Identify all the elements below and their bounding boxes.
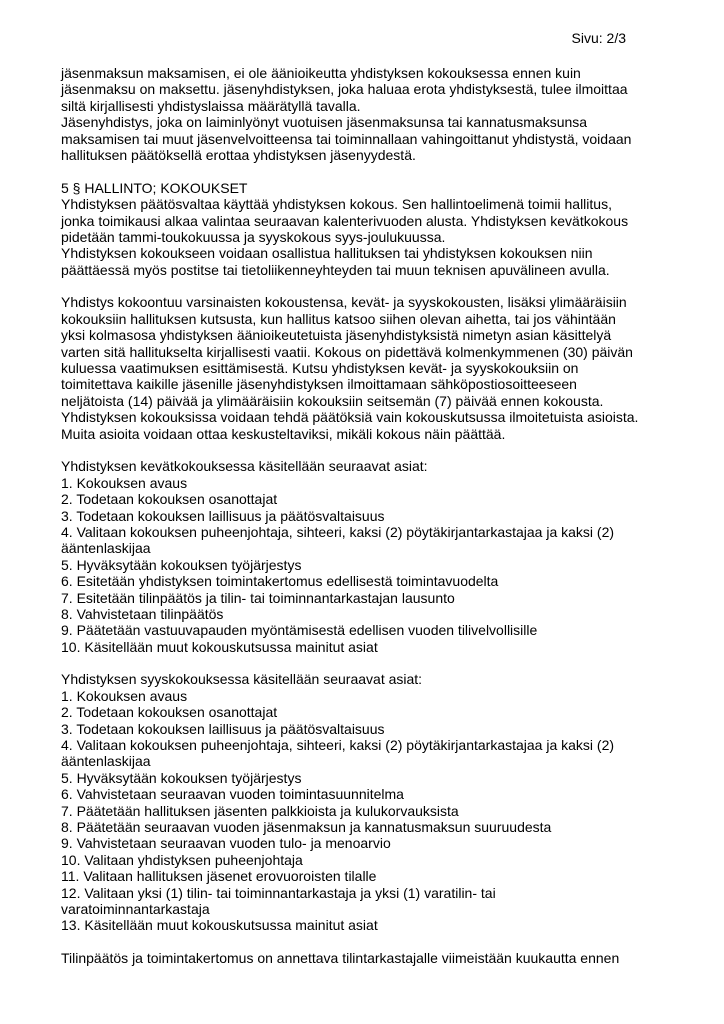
text-line: 10. Valitaan yhdistyksen puheenjohtaja <box>61 851 303 868</box>
text-line: Yhdistyksen syyskokouksessa käsitellään seuraavat asiat: <box>61 671 423 688</box>
text-line: jonka toimikausi alkaa valintaa seuraavan kalenterivuoden alusta. Yhdistyksen kevätkokous <box>61 212 629 229</box>
text-line: 13. Käsitellään muut kokouskutsussa mainitut asiat <box>61 917 378 934</box>
paragraph-gap <box>61 934 661 950</box>
text-line: kuluessa vaatimuksen esittämisestä. Kutsu yhdistyksen kevät- ja syyskokouksiin on <box>61 360 579 377</box>
text-line: päättäessä myös postitse tai tietoliikenneyhteyden tai muun teknisen apuvälineen avulla. <box>61 261 610 278</box>
spring-meeting-agenda <box>61 458 661 655</box>
text-line: Yhdistyksen päätösvaltaa käyttää yhdistyksen kokous. Sen hallintoelimenä toimii hallitus, <box>61 196 612 213</box>
text-line: 3. Todetaan kokouksen laillisuus ja päätösvaltaisuus <box>61 507 385 524</box>
text-line: maksamisen tai muut jäsenvelvoitteensa tai toiminnallaan vahingoittanut yhdistystä, voidaan <box>61 130 632 147</box>
text-line: 2. Todetaan kokouksen osanottajat <box>61 704 278 721</box>
text-line: Yhdistyksen kokoukseen voidaan osallistua hallituksen tai yhdistyksen kokouksen niin <box>61 245 593 262</box>
text-line: 1. Kokouksen avaus <box>61 687 188 704</box>
text-line: toimitettava kaikille jäsenille jäsenyhdistyksen ilmoittamaan sähköpostiosoitteeseen <box>61 376 577 393</box>
text-line: 3. Todetaan kokouksen laillisuus ja päätösvaltaisuus <box>61 720 385 737</box>
text-line: Tilinpäätös ja toimintakertomus on annettava tilintarkastajalle viimeistään kuukautta ennen <box>61 950 620 967</box>
page-number: Sivu: 2/3 <box>571 30 626 46</box>
text-line: Muita asioita voidaan ottaa keskusteltaviksi, mikäli kokous näin päättää. <box>61 425 506 442</box>
text-line: 8. Päätetään seuraavan vuoden jäsenmaksun ja kannatusmaksun suuruudesta <box>61 818 552 835</box>
text-line: Yhdistyksen kevätkokouksessa käsitellään seuraavat asiat: <box>61 458 428 475</box>
section-5-administration <box>61 180 661 278</box>
paragraph-gap <box>61 655 661 671</box>
text-line: jäsenmaksun maksamisen, ei ole äänioikeutta yhdistyksen kokouksessa ennen kuin <box>61 65 581 81</box>
text-line: 5 § HALLINTO; KOKOUKSET <box>61 179 248 196</box>
text-line: varten sitä hallitukselta kirjallisesti vaatii. Kokous on pidettävä kolmenkymmenen (30) päivän <box>61 343 633 360</box>
text-line: 9. Vahvistetaan seuraavan vuoden tulo- ja menoarvio <box>61 835 391 852</box>
text-line: 1. Kokouksen avaus <box>61 474 188 491</box>
text-line: Jäsenyhdistys, joka on laiminlyönyt vuotuisen jäsenmaksunsa tai kannatusmaksunsa <box>61 114 588 131</box>
text-line: 10. Käsitellään muut kokouskutsussa mainitut asiat <box>61 638 378 655</box>
paragraph-gap <box>61 163 661 179</box>
autumn-meeting-agenda <box>61 671 661 933</box>
text-line: pidetään tammi-toukokuussa ja syyskokous syys-joulukuussa. <box>61 228 446 245</box>
text-line: kokouksiin hallituksen kutsusta, kun hallitus katsoo siihen olevan aihetta, tai jos vähintään <box>61 310 616 327</box>
text-line: neljätoista (14) päivää ja ylimääräisiin kokouksiin seitsemän (7) päivää ennen kokousta. <box>61 392 604 409</box>
text-line: Yhdistys kokoontuu varsinaisten kokoustensa, kevät- ja syyskokousten, lisäksi ylimääräisiin <box>61 294 627 311</box>
text-line: 4. Valitaan kokouksen puheenjohtaja, sihteeri, kaksi (2) pöytäkirjantarkastajaa ja kaksi (2) <box>61 523 615 540</box>
paragraph-membership-fee <box>61 65 661 163</box>
text-line: Yhdistyksen kokouksissa voidaan tehdä päätöksiä vain kokouskutsussa ilmoitetuista asioista. <box>61 409 639 426</box>
paragraph-gap <box>61 278 661 294</box>
text-line: ääntenlaskijaa <box>61 540 151 557</box>
document-body <box>61 65 661 966</box>
paragraph-financial-statement <box>61 950 661 966</box>
text-line: siltä kirjallisesti yhdistyslaissa määrätyllä tavalla. <box>61 97 361 114</box>
text-line: 12. Valitaan yksi (1) tilin- tai toiminnantarkastaja ja yksi (1) varatilin- tai <box>61 884 496 901</box>
text-line: ääntenlaskijaa <box>61 753 151 770</box>
text-line: varatoiminnantarkastaja <box>61 900 210 917</box>
text-line: 5. Hyväksytään kokouksen työjärjestys <box>61 769 302 786</box>
paragraph-gap <box>61 442 661 458</box>
text-line: 8. Vahvistetaan tilinpäätös <box>61 605 224 622</box>
text-line: yksi kolmasosa yhdistyksen äänioikeutetuista jäsenyhdistyksistä nimetyn asian käsittelyä <box>61 327 612 344</box>
text-line: 11. Valitaan hallituksen jäsenet erovuoroisten tilalle <box>61 868 377 885</box>
text-line: jäsenmaksu on maksettu. jäsenyhdistyksen, joka haluaa erota yhdistyksestä, tulee ilmoittaa <box>61 81 628 98</box>
text-line: 7. Esitetään tilinpäätös ja tilin- tai toiminnantarkastajan lausunto <box>61 589 455 606</box>
paragraph-meetings <box>61 294 661 442</box>
text-line: 6. Vahvistetaan seuraavan vuoden toimintasuunnitelma <box>61 786 404 803</box>
text-line: 7. Päätetään hallituksen jäsenten palkkioista ja kulukorvauksista <box>61 802 459 819</box>
text-line: 5. Hyväksytään kokouksen työjärjestys <box>61 556 302 573</box>
text-line: 6. Esitetään yhdistyksen toimintakertomus edellisestä toimintavuodelta <box>61 573 499 590</box>
text-line: 9. Päätetään vastuuvapauden myöntämisestä edellisen vuoden tilivelvollisille <box>61 622 538 639</box>
text-line: 2. Todetaan kokouksen osanottajat <box>61 491 278 508</box>
text-line: hallituksen päätöksellä erottaa yhdistyksen jäsenyydestä. <box>61 146 416 163</box>
text-line: 4. Valitaan kokouksen puheenjohtaja, sihteeri, kaksi (2) pöytäkirjantarkastajaa ja kaksi (2) <box>61 737 615 754</box>
